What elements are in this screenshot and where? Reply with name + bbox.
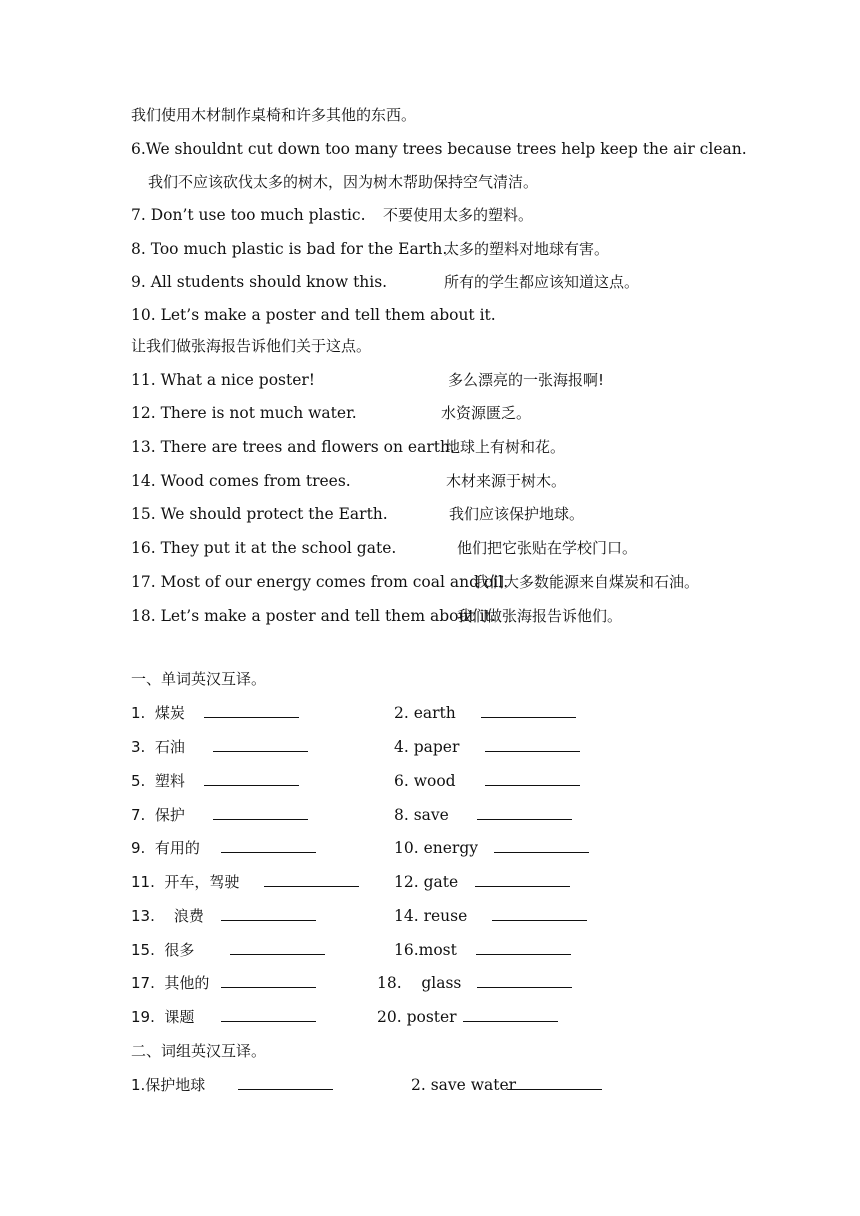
answer-blank[interactable]	[221, 1007, 316, 1022]
vocab-item: 5. 塑料	[131, 772, 185, 790]
phrase-item: 1.保护地球	[131, 1076, 206, 1094]
answer-blank[interactable]	[476, 940, 571, 955]
sentence-line: 13. There are trees and flowers on earth.	[131, 438, 455, 456]
sentence-line: 11. What a nice poster!	[131, 371, 316, 389]
vocab-item: 8. save	[394, 806, 449, 824]
sentence-translation: 多么漂亮的一张海报啊!	[448, 371, 605, 389]
sentence-line: 16. They put it at the school gate.	[131, 539, 397, 557]
sentence-translation: 我们应该保护地球。	[449, 505, 585, 523]
answer-blank[interactable]	[221, 973, 316, 988]
sentence-line: 14. Wood comes from trees.	[131, 472, 351, 490]
phrase-item: 2. save water	[411, 1076, 517, 1094]
vocab-item: 3. 石油	[131, 738, 185, 756]
vocab-item: 20. poster	[377, 1008, 457, 1026]
sentence-translation: 水资源匮乏。	[441, 404, 532, 422]
sentence-line: 18. Let’s make a poster and tell them about it.	[131, 607, 496, 625]
answer-blank[interactable]	[238, 1075, 333, 1090]
sentence-translation: 我们做张海报告诉他们。	[457, 607, 623, 625]
answer-blank[interactable]	[475, 872, 570, 887]
sentence-translation: 他们把它张贴在学校门口。	[457, 539, 638, 557]
answer-blank[interactable]	[507, 1075, 602, 1090]
sentence-translation: 地球上有树和花。	[445, 438, 566, 456]
answer-blank[interactable]	[264, 872, 359, 887]
vocab-item: 14. reuse	[394, 907, 468, 925]
sentence-line: 7. Don’t use too much plastic.	[131, 206, 366, 224]
vocab-item: 19. 课题	[131, 1008, 195, 1026]
answer-blank[interactable]	[213, 805, 308, 820]
answer-blank[interactable]	[230, 940, 325, 955]
sentence-line: 9. All students should know this.	[131, 273, 388, 291]
vocab-item: 16.most	[394, 941, 457, 959]
answer-blank[interactable]	[494, 838, 589, 853]
answer-blank[interactable]	[221, 838, 316, 853]
answer-blank[interactable]	[492, 906, 587, 921]
vocab-item: 11. 开车，驾驶	[131, 873, 240, 891]
sentence-line: 让我们做张海报告诉他们关于这点。	[131, 337, 372, 355]
vocab-item: 17. 其他的	[131, 974, 210, 992]
answer-blank[interactable]	[485, 771, 580, 786]
answer-blank[interactable]	[477, 973, 572, 988]
sentence-translation: 太多的塑料对地球有害。	[444, 240, 610, 258]
vocab-item: 10. energy	[394, 839, 478, 857]
answer-blank[interactable]	[204, 703, 299, 718]
section-title: 二、词组英汉互译。	[131, 1042, 267, 1060]
sentence-translation: 木材来源于树木。	[446, 472, 567, 490]
answer-blank[interactable]	[221, 906, 316, 921]
answer-blank[interactable]	[463, 1007, 558, 1022]
sentence-translation: 所有的学生都应该知道这点。	[444, 273, 640, 291]
sentence-line: 8. Too much plastic is bad for the Earth.	[131, 240, 448, 258]
sentence-line: 15. We should protect the Earth.	[131, 505, 388, 523]
answer-blank[interactable]	[477, 805, 572, 820]
vocab-item: 13. 浪费	[131, 907, 204, 925]
vocab-item: 6. wood	[394, 772, 456, 790]
sentence-line: 6.We shouldnt cut down too many trees because trees help keep the air clean.	[131, 140, 747, 158]
sentence-line: 我们不应该砍伐太多的树木，因为树木帮助保持空气清洁。	[148, 173, 539, 191]
vocab-item: 2. earth	[394, 704, 456, 722]
answer-blank[interactable]	[481, 703, 576, 718]
answer-blank[interactable]	[485, 737, 580, 752]
section-title: 一、单词英汉互译。	[131, 670, 267, 688]
vocab-item: 15. 很多	[131, 941, 195, 959]
sentence-line: 我们使用木材制作桌椅和许多其他的东西。	[131, 106, 417, 124]
sentence-translation: 我们大多数能源来自煤炭和石油。	[474, 573, 700, 591]
sentence-line: 17. Most of our energy comes from coal and oil.	[131, 573, 509, 591]
sentence-translation: 不要使用太多的塑料。	[383, 206, 534, 224]
sentence-line: 12. There is not much water.	[131, 404, 357, 422]
vocab-item: 4. paper	[394, 738, 460, 756]
vocab-item: 18. glass	[377, 974, 462, 992]
vocab-item: 1. 煤炭	[131, 704, 185, 722]
vocab-item: 9. 有用的	[131, 839, 200, 857]
sentence-line: 10. Let’s make a poster and tell them about it.	[131, 306, 496, 324]
answer-blank[interactable]	[204, 771, 299, 786]
vocab-item: 7. 保护	[131, 806, 185, 824]
vocab-item: 12. gate	[394, 873, 459, 891]
answer-blank[interactable]	[213, 737, 308, 752]
